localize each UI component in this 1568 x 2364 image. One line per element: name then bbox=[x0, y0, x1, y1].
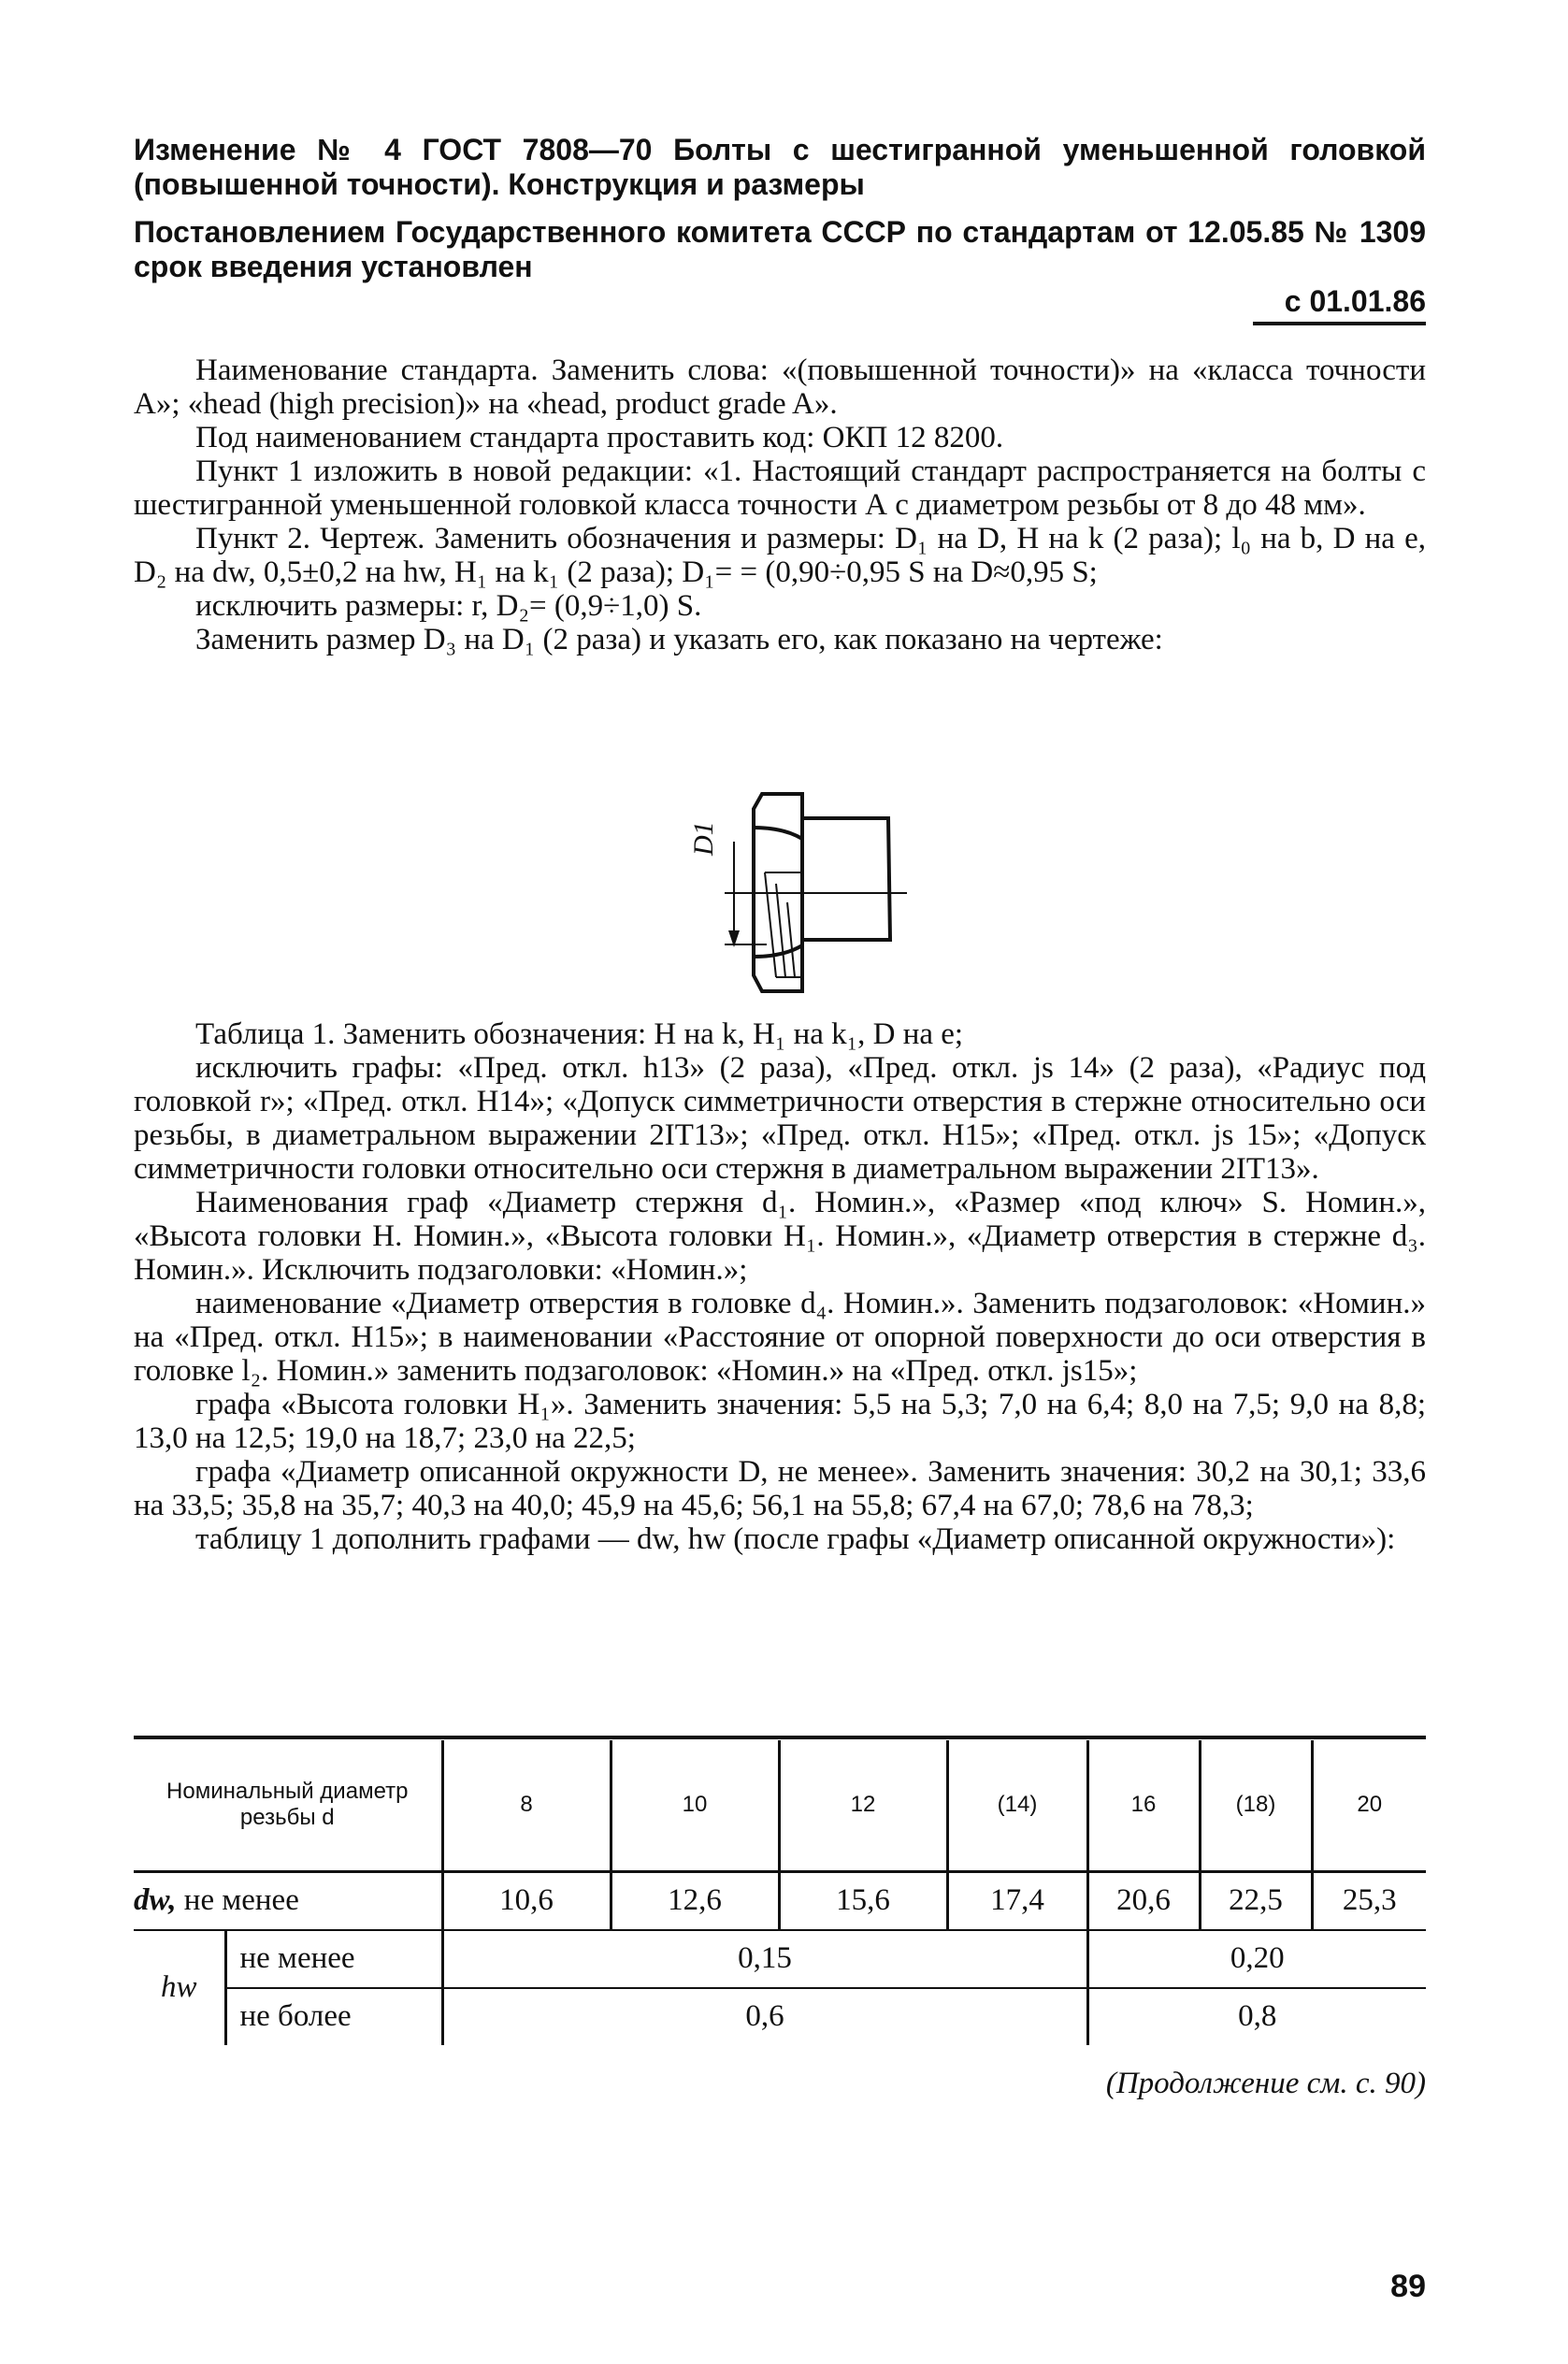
hw-label: hw bbox=[134, 1930, 225, 2045]
column-header: (18) bbox=[1200, 1740, 1312, 1871]
hw-min-value-large: 0,20 bbox=[1087, 1930, 1426, 1988]
paragraph: наименование «Диаметр отверстия в головке d₄. Номин.». Заменить подзаголовок: «Номин.» на «Пред. откл. H15»; в наименовании «Расстояние от опорной поверхности до оси отверстия в головке l₂. Номин.» заменить подзаголовок: «Номин.» на «Пред. откл. js15»; bbox=[134, 1287, 1426, 1388]
paragraph: Наименование стандарта. Заменить слова: «(повышенной точности)» на «класса точности А»; «head (high precision)» на «head, product grade A». bbox=[134, 353, 1426, 421]
column-header: (14) bbox=[947, 1740, 1087, 1871]
bolt-head-drawing bbox=[645, 790, 926, 1001]
dw-row bbox=[134, 1871, 1426, 1930]
paragraph: Наименования граф «Диаметр стержня d₁. Номин.», «Размер «под ключ» S. Номин.», «Высота головки H. Номин.», «Высота головки H₁. Номин.», «Диаметр отверстия в стержне d₃. Номин.». Исключить подзаголовки: «Номин.»; bbox=[134, 1186, 1426, 1287]
date-underline bbox=[1253, 322, 1426, 325]
decree-line: Постановлением Государственного комитета СССР по стандартам от 12.05.85 № 1309 срок введения установлен bbox=[134, 215, 1426, 283]
paragraph: исключить размеры: r, D₂= (0,9÷1,0) S. bbox=[195, 589, 702, 623]
effective-date: с 01.01.86 bbox=[1284, 284, 1426, 318]
paragraph: Пункт 2. Чертеж. Заменить обозначения и размеры: D₁ на D, H на k (2 раза); l₀ на b, D на e, D₂ на dw, 0,5±0,2 на hw, H₁ на k₁ (2 раза); D₁= = (0,90÷0,95 S на D≈0,95 S; bbox=[134, 522, 1426, 589]
d1-label: D1 bbox=[688, 821, 719, 856]
dimensions-table bbox=[134, 1740, 1426, 2045]
paragraph: таблицу 1 дополнить графами — dw, hw (после графы «Диаметр описанной окружности»): bbox=[195, 1522, 1396, 1556]
table-top-rule bbox=[134, 1736, 1426, 1739]
hw-max-row bbox=[134, 1988, 1426, 2045]
column-header: 20 bbox=[1312, 1740, 1426, 1871]
paragraph: Таблица 1. Заменить обозначения: H на k, H₁ на k₁, D на e; bbox=[195, 1017, 964, 1051]
body-section-2 bbox=[134, 1017, 1426, 1556]
dw-value: 12,6 bbox=[611, 1871, 779, 1930]
hw-min-row bbox=[134, 1930, 1426, 1988]
hw-max-value-small: 0,6 bbox=[442, 1988, 1087, 2045]
body-section-1 bbox=[134, 353, 1426, 656]
paragraph: Под наименованием стандарта проставить код: ОКП 12 8200. bbox=[195, 421, 1004, 454]
thread-diameter-header: Номинальный диаметр резьбы d bbox=[134, 1740, 442, 1871]
dw-value: 20,6 bbox=[1087, 1871, 1200, 1930]
table-header-row bbox=[134, 1740, 1426, 1871]
dw-label: dw, bbox=[134, 1883, 177, 1917]
column-header: 8 bbox=[442, 1740, 611, 1871]
dw-sublabel: не менее bbox=[183, 1883, 299, 1917]
dw-label-cell bbox=[134, 1871, 442, 1930]
page-number: 89 bbox=[1390, 2269, 1426, 2304]
paragraph: графа «Высота головки H₁». Заменить значения: 5,5 на 5,3; 7,0 на 6,4; 8,0 на 7,5; 9,0 на 8,8; 13,0 на 12,5; 19,0 на 18,7; 23,0 на 22,5; bbox=[134, 1388, 1426, 1455]
dw-value: 25,3 bbox=[1312, 1871, 1426, 1930]
column-header: 10 bbox=[611, 1740, 779, 1871]
paragraph: исключить графы: «Пред. откл. h13» (2 раза), «Пред. откл. js 14» (2 раза), «Радиус под головкой r»; «Пред. откл. H14»; «Допуск симметричности отверстия в стержне относительно оси резьбы, в диаметральном выражении 2IT13»; «Пред. откл. H15»; «Пред. откл. js 15»; «Допуск симметричности головки относительно оси стержня в диаметральном выражении 2IT13». bbox=[134, 1051, 1426, 1186]
column-header: 16 bbox=[1087, 1740, 1200, 1871]
paragraph: графа «Диаметр описанной окружности D, не менее». Заменить значения: 30,2 на 30,1; 33,6 на 33,5; 35,8 на 35,7; 40,3 на 40,0; 45,9 на 45,6; 56,1 на 55,8; 67,4 на 67,0; 78,6 на 78,3; bbox=[134, 1455, 1426, 1522]
paragraph: Пункт 1 изложить в новой редакции: «1. Настоящий стандарт распространяется на болты с шестигранной уменьшенной головкой класса точности А с диаметром резьбы от 8 до 48 мм». bbox=[134, 454, 1426, 522]
column-header: 12 bbox=[779, 1740, 947, 1871]
hw-max-value-large: 0,8 bbox=[1238, 1999, 1277, 2033]
hw-max-label: не более bbox=[225, 1988, 442, 2045]
continuation-note: (Продолжение см. с. 90) bbox=[1105, 2067, 1426, 2100]
dw-value: 10,6 bbox=[442, 1871, 611, 1930]
dw-value: 15,6 bbox=[779, 1871, 947, 1930]
dw-value: 22,5 bbox=[1200, 1871, 1312, 1930]
dw-value: 17,4 bbox=[947, 1871, 1087, 1930]
amendment-title: Изменение № 4 ГОСТ 7808—70 Болты с шестигранной уменьшенной головкой (повышенной точности). Конструкция и размеры bbox=[134, 133, 1426, 201]
hw-min-value-small: 0,15 bbox=[442, 1930, 1087, 1988]
hw-min-label: не менее bbox=[225, 1930, 442, 1988]
paragraph: Заменить размер D₃ на D₁ (2 раза) и указать его, как показано на чертеже: bbox=[195, 623, 1163, 656]
